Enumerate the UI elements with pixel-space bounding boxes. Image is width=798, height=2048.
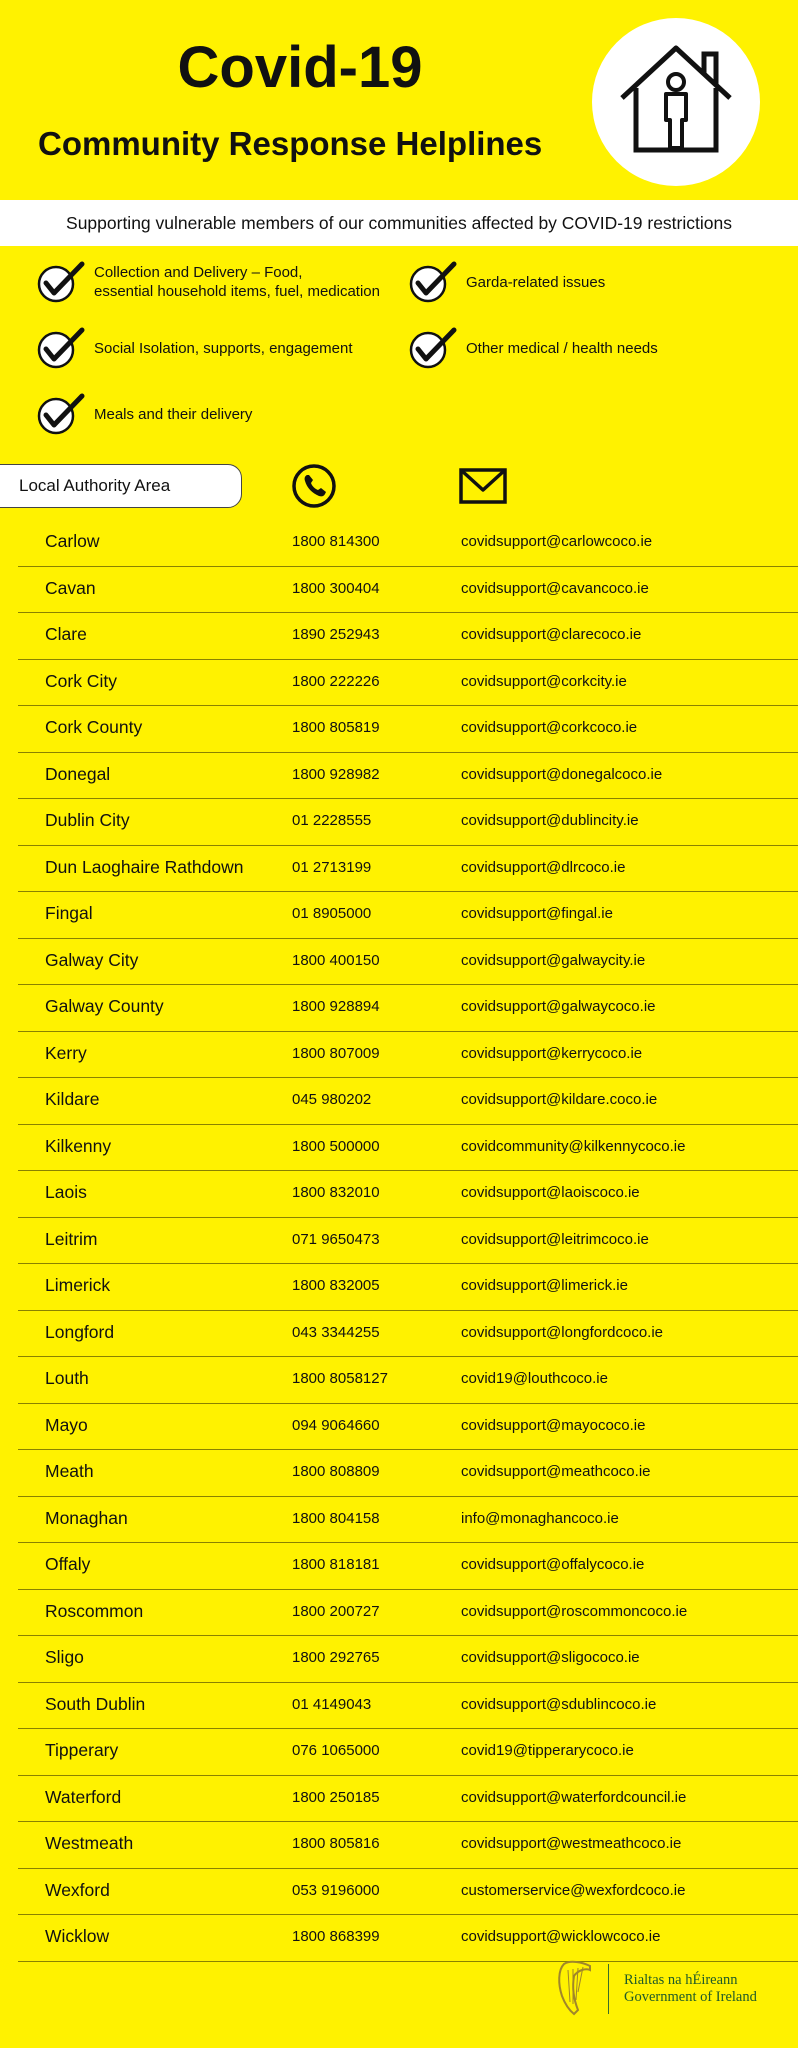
phone-number: 076 1065000 — [292, 1742, 380, 1759]
table-header — [0, 462, 798, 514]
phone-number: 01 2713199 — [292, 858, 372, 876]
area-name: Cork City — [45, 670, 117, 691]
checkmark-icon — [34, 392, 86, 436]
area-name: Waterford — [45, 1786, 122, 1807]
email-address: covidsupport@wicklowcoco.ie — [461, 1928, 661, 1945]
area-name: Offaly — [45, 1554, 91, 1574]
table-row — [18, 520, 798, 567]
email-address: covidsupport@meathcoco.ie — [461, 1463, 651, 1480]
area-name: Wicklow — [45, 1926, 110, 1946]
table-row — [18, 1311, 798, 1358]
phone-number: 01 2228555 — [292, 812, 372, 829]
table-row — [18, 892, 798, 939]
phone-number: 1800 928894 — [292, 998, 380, 1015]
phone-number: 1800 832010 — [292, 1184, 380, 1201]
area-name: Fingal — [45, 903, 93, 923]
phone-number: 1800 805819 — [292, 719, 380, 736]
table-row — [18, 1869, 798, 1916]
table-row — [18, 846, 798, 893]
email-address: covidsupport@galwaycoco.ie — [461, 998, 656, 1015]
phone-number: 1800 8058127 — [292, 1370, 388, 1387]
area-name: Clare — [45, 624, 87, 644]
area-name: Kerry — [45, 1042, 87, 1063]
email-address: covid19@louthcoco.ie — [461, 1370, 608, 1387]
phone-number: 1800 200727 — [292, 1602, 380, 1620]
logo-divider — [608, 1964, 609, 2014]
phone-number: 1800 805816 — [292, 1835, 380, 1852]
area-name: Louth — [45, 1368, 89, 1388]
phone-number: 01 4149043 — [292, 1695, 372, 1713]
feature-item — [406, 260, 605, 304]
table-row — [18, 660, 798, 707]
email-address: covidsupport@corkcity.ie — [461, 672, 627, 690]
email-address: covidsupport@corkcoco.ie — [461, 719, 638, 736]
phone-number: 1800 832005 — [292, 1277, 380, 1294]
phone-number: 1800 868399 — [292, 1928, 380, 1945]
table-row — [18, 753, 798, 800]
phone-number: 1800 250185 — [292, 1788, 380, 1806]
phone-number: 1800 400150 — [292, 951, 380, 969]
gov-name-irish: Rialtas na hÉireann — [624, 1972, 738, 1988]
area-name: Donegal — [45, 763, 111, 784]
table-row — [18, 1032, 798, 1079]
table-row — [18, 1636, 798, 1683]
area-name: Roscommon — [45, 1600, 144, 1621]
table-row — [18, 1264, 798, 1311]
email-address: covidsupport@limerick.ie — [461, 1277, 628, 1294]
table-row — [18, 1171, 798, 1218]
email-address: covidsupport@fingal.ie — [461, 905, 613, 922]
area-name: Wexford — [45, 1879, 110, 1900]
email-address: covidsupport@longfordcoco.ie — [461, 1323, 664, 1341]
email-address: covidsupport@dublincity.ie — [461, 812, 639, 829]
area-name: Tipperary — [45, 1740, 119, 1760]
email-address: covidsupport@sdublincoco.ie — [461, 1695, 657, 1713]
area-column-header: Local Authority Area — [0, 464, 242, 508]
feature-label: Social Isolation, supports, engagement — [94, 339, 353, 357]
envelope-icon — [458, 466, 508, 506]
email-address: covidsupport@roscommoncoco.ie — [461, 1602, 688, 1620]
email-address: covidsupport@kildare.coco.ie — [461, 1091, 658, 1108]
email-address: covidsupport@kerrycoco.ie — [461, 1044, 643, 1062]
table-row — [18, 567, 798, 614]
area-name: Leitrim — [45, 1228, 98, 1249]
phone-number: 071 9650473 — [292, 1230, 380, 1248]
table-row — [18, 1218, 798, 1265]
phone-number: 01 8905000 — [292, 905, 372, 922]
helpline-table — [0, 520, 798, 1962]
page-title: Covid-19 — [177, 35, 423, 100]
email-address: covidsupport@sligococo.ie — [461, 1649, 640, 1666]
feature-label: Garda-related issues — [466, 273, 606, 291]
table-row — [18, 1915, 798, 1962]
feature-label: Other medical / health needs — [466, 339, 658, 357]
email-address: covidsupport@carlowcoco.ie — [461, 533, 653, 550]
feature-item — [34, 326, 353, 370]
table-row — [18, 1404, 798, 1451]
area-name: Sligo — [45, 1647, 84, 1667]
area-name: South Dublin — [45, 1693, 146, 1714]
email-address: covidsupport@offalycoco.ie — [461, 1556, 645, 1573]
table-row — [18, 1543, 798, 1590]
table-row — [18, 706, 798, 753]
area-name: Monaghan — [45, 1507, 128, 1528]
table-row — [18, 1078, 798, 1125]
checkmark-icon — [34, 326, 86, 370]
phone-number: 094 9064660 — [292, 1416, 380, 1434]
email-address: covidsupport@dlrcoco.ie — [461, 858, 626, 876]
area-name: Longford — [45, 1321, 115, 1342]
features-list — [0, 252, 798, 448]
area-name: Dublin City — [45, 810, 130, 830]
area-name: Dun Laoghaire Rathdown — [45, 856, 244, 877]
feature-item — [406, 326, 658, 370]
email-address: customerservice@wexfordcoco.ie — [461, 1881, 686, 1899]
checkmark-icon — [406, 326, 458, 370]
header — [0, 0, 798, 200]
phone-number: 1800 808809 — [292, 1463, 380, 1480]
table-row — [18, 1776, 798, 1823]
email-address: info@monaghancoco.ie — [461, 1509, 619, 1527]
area-name: Galway County — [45, 996, 164, 1016]
phone-number: 1800 292765 — [292, 1649, 380, 1666]
area-name: Kildare — [45, 1089, 100, 1109]
government-of-ireland-logo — [556, 1960, 776, 2020]
table-row — [18, 1357, 798, 1404]
phone-number: 045 980202 — [292, 1091, 372, 1108]
email-address: covidcommunity@kilkennycoco.ie — [461, 1137, 686, 1155]
table-row — [18, 1450, 798, 1497]
email-address: covidsupport@mayococo.ie — [461, 1416, 646, 1434]
area-name: Mayo — [45, 1414, 88, 1435]
email-address: covidsupport@waterfordcouncil.ie — [461, 1788, 687, 1806]
house-person-icon — [592, 18, 760, 186]
page-subtitle: Community Response Helplines — [38, 125, 543, 162]
table-row — [18, 613, 798, 660]
phone-number: 1800 804158 — [292, 1509, 380, 1527]
email-address: covidsupport@laoiscoco.ie — [461, 1184, 640, 1201]
phone-number: 1800 807009 — [292, 1044, 380, 1062]
area-name: Meath — [45, 1461, 94, 1481]
phone-number: 1800 222226 — [292, 672, 380, 690]
feature-label: Meals and their delivery — [94, 405, 253, 423]
area-name: Galway City — [45, 949, 139, 970]
phone-number: 1890 252943 — [292, 626, 380, 643]
table-row — [18, 1729, 798, 1776]
harp-icon — [556, 1960, 592, 2016]
feature-item — [34, 392, 252, 436]
area-name: Westmeath — [45, 1833, 134, 1853]
email-address: covid19@tipperarycoco.ie — [461, 1742, 634, 1759]
area-name: Carlow — [45, 531, 100, 551]
phone-number: 1800 818181 — [292, 1556, 380, 1573]
area-name: Kilkenny — [45, 1135, 112, 1156]
email-address: covidsupport@westmeathcoco.ie — [461, 1835, 682, 1852]
house-person-logo — [592, 18, 760, 186]
table-row — [18, 1590, 798, 1637]
checkmark-icon — [406, 260, 458, 304]
phone-number: 1800 300404 — [292, 579, 380, 597]
phone-number: 053 9196000 — [292, 1881, 380, 1899]
gov-name-english: Government of Ireland — [624, 1989, 757, 2005]
area-name: Laois — [45, 1182, 87, 1202]
area-name: Limerick — [45, 1275, 111, 1295]
table-row — [18, 1683, 798, 1730]
phone-number: 1800 928982 — [292, 765, 380, 783]
area-name: Cork County — [45, 717, 143, 737]
table-row — [18, 1497, 798, 1544]
email-address: covidsupport@clarecoco.ie — [461, 626, 642, 643]
phone-number: 1800 814300 — [292, 533, 380, 550]
support-band: Supporting vulnerable members of our communities affected by COVID-19 restrictions — [0, 200, 798, 246]
table-row — [18, 939, 798, 986]
table-row — [18, 1822, 798, 1869]
phone-icon — [290, 462, 338, 510]
table-row — [18, 985, 798, 1032]
government-name — [624, 1972, 757, 2006]
feature-label: Collection and Delivery – Food, essential household items, fuel, medication — [94, 264, 380, 300]
feature-item — [34, 260, 380, 304]
phone-number: 1800 500000 — [292, 1137, 380, 1155]
table-row — [18, 799, 798, 846]
phone-number: 043 3344255 — [292, 1323, 380, 1341]
checkmark-icon — [34, 260, 86, 304]
area-name: Cavan — [45, 577, 96, 598]
table-row — [18, 1125, 798, 1172]
email-address: covidsupport@donegalcoco.ie — [461, 765, 663, 783]
email-address: covidsupport@galwaycity.ie — [461, 951, 646, 969]
email-address: covidsupport@leitrimcoco.ie — [461, 1230, 649, 1248]
email-address: covidsupport@cavancoco.ie — [461, 579, 649, 597]
